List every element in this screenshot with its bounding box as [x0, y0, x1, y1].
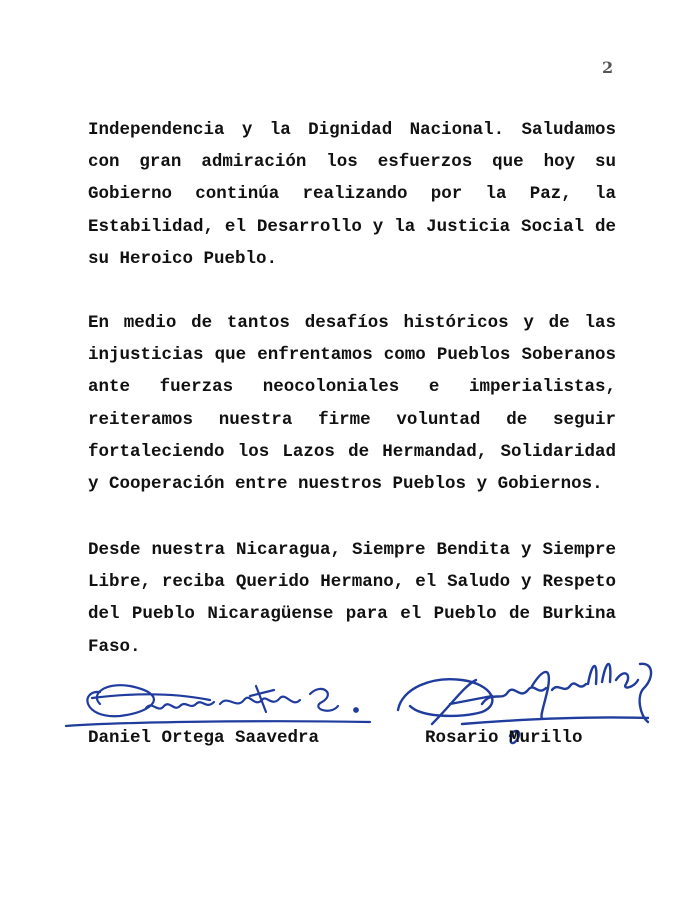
- signature-daniel-ortega: [60, 664, 380, 734]
- signatory-name-2: Rosario Murillo: [425, 728, 583, 748]
- body-paragraph-3: Desde nuestra Nicaragua, Siempre Bendita y Siempre Libre, reciba Querido Hermano, el Saludo y Respeto del Pueblo Nicaragüense para el Pueblo de Burkina Faso.: [88, 540, 616, 657]
- body-paragraph-1: Independencia y la Dignidad Nacional. Saludamos con gran admiración los esfuerzos que hoy su Gobierno continúa realizando por la Paz, la Estabilidad, el Desarrollo y la Justicia Social de su Heroico Pueblo.: [88, 120, 616, 269]
- body-paragraph-2: En medio de tantos desafíos históricos y de las injusticias que enfrentamos como Pueblos Soberanos ante fuerzas neocoloniales e imperialistas, reiteramos nuestra firme voluntad de seguir fortaleciendo los Lazos de Hermandad, Solidaridad y Cooperación entre nuestros Pueblos y Gobiernos.: [88, 313, 616, 495]
- page-number: 2: [602, 58, 614, 77]
- signatory-name-1: Daniel Ortega Saavedra: [88, 728, 320, 748]
